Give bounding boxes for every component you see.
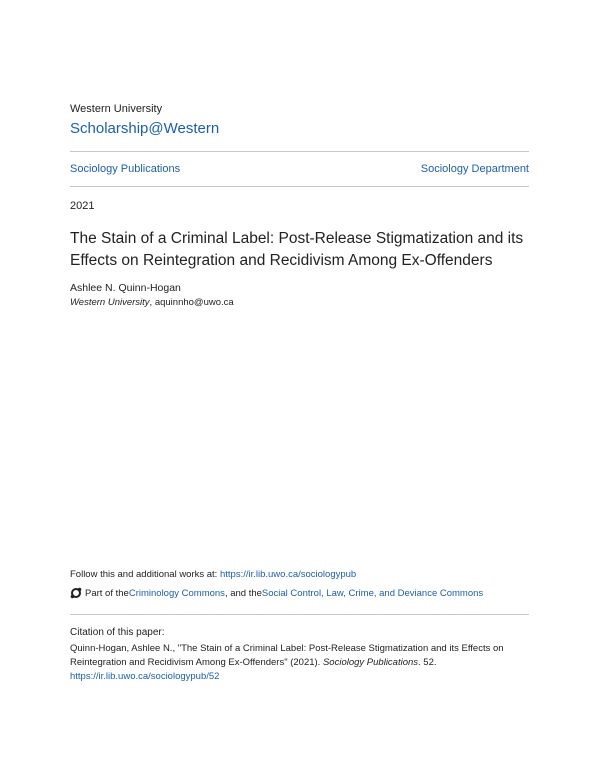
criminology-commons-link[interactable]: Criminology Commons: [128, 587, 225, 599]
author-affiliation: Western University, aquinnho@uwo.ca: [70, 297, 234, 308]
publication-year: 2021: [70, 200, 95, 212]
citation-heading: Citation of this paper:: [70, 627, 165, 638]
citation-line: [70, 656, 540, 670]
follow-text: Follow this and additional works at:: [70, 569, 220, 580]
author-name: Ashlee N. Quinn-Hogan: [70, 282, 181, 294]
author-email: aquinnho@uwo.ca: [154, 297, 234, 308]
citation-line-text: Reintegration and Recidivism Among Ex-Offenders" (2021).: [70, 657, 323, 668]
follow-link[interactable]: https://ir.lib.uwo.ca/sociologypub: [219, 569, 357, 580]
citation-url-link[interactable]: https://ir.lib.uwo.ca/sociologypub/52: [70, 671, 220, 682]
part-of-line: [70, 587, 483, 599]
citation-series: Sociology Publications: [322, 657, 419, 668]
part-of-middle: , and the: [224, 587, 262, 599]
divider: [70, 614, 529, 615]
network-commons-icon: [70, 587, 82, 599]
institution-name: Western University: [70, 103, 163, 115]
collection-link-publications[interactable]: Sociology Publications: [70, 163, 181, 175]
affiliation-name: Western University: [70, 297, 150, 308]
paper-title-line: The Stain of a Criminal Label: Post-Release Stigmatization and its: [70, 230, 524, 247]
citation-number: . 52.: [418, 657, 437, 668]
part-of-prefix: Part of the: [85, 587, 129, 599]
paper-title-line: Effects on Reintegration and Recidivism Among Ex-Offenders: [70, 252, 493, 269]
repository-link[interactable]: Scholarship@Western: [70, 120, 220, 137]
follow-line: [70, 569, 356, 580]
citation-line: Quinn-Hogan, Ashlee N., "The Stain of a Criminal Label: Post-Release Stigmatization and its Effects on: [70, 643, 504, 654]
paper-title: [70, 228, 540, 272]
divider: [70, 186, 529, 187]
collection-link-department[interactable]: Sociology Department: [420, 163, 529, 175]
divider: [70, 151, 529, 152]
social-control-commons-link[interactable]: Social Control, Law, Crime, and Deviance Commons: [261, 587, 484, 599]
citation-text: [70, 642, 540, 684]
